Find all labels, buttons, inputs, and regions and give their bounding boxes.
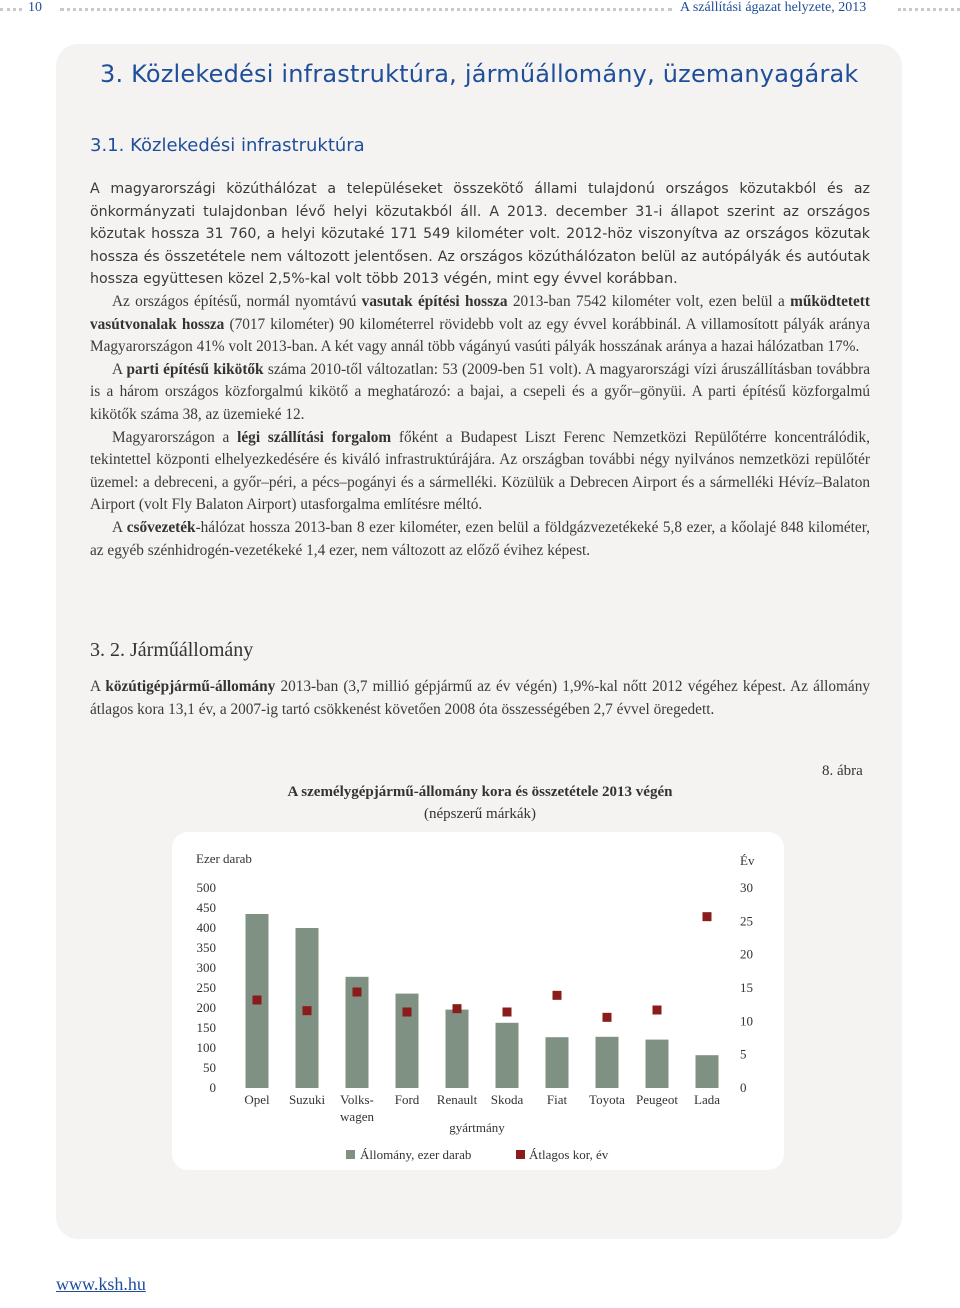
category-label: Opel <box>244 1092 270 1107</box>
age-marker-toyota <box>603 1013 612 1022</box>
bar-skoda <box>496 1023 519 1088</box>
category-label: Ford <box>394 1092 420 1107</box>
legend-label-age: Átlagos kor, év <box>529 1147 609 1162</box>
left-tick-label: 450 <box>196 900 216 915</box>
age-marker-skoda <box>503 1008 512 1017</box>
x-axis-label: gyártmány <box>449 1120 505 1135</box>
chart-container <box>172 832 784 1170</box>
category-label: Renault <box>436 1092 478 1107</box>
left-tick-label: 250 <box>196 980 216 995</box>
bar-renault <box>446 1010 469 1088</box>
bar-lada <box>696 1055 719 1088</box>
paragraph-rail: Az országos építésű, normál nyomtávú vasutak építési hossza 2013-ban 7542 kilométer volt, ezen belül a működtetett vasútvonalak hossza (7017 kilométer) 90 kilométerrel rövidebb volt az egy évvel korábbinál. A villamosított pályák aránya Magyarországon 41% volt 2013-ban. A két vagy annál több vágányú vasúti pályák hosszának aránya a hazai hálózatban 17%. <box>90 292 870 356</box>
right-axis-unit-label: Év <box>740 853 755 868</box>
left-tick-label: 100 <box>196 1040 216 1055</box>
left-tick-label: 350 <box>196 940 216 955</box>
chart-title: A személygépjármű-állomány kora és összetétele 2013 végén <box>287 784 673 800</box>
age-marker-renault <box>453 1004 462 1013</box>
age-marker-suzuki <box>303 1006 312 1015</box>
bar-peugeot <box>646 1040 669 1088</box>
header-dots-right <box>898 8 960 15</box>
age-marker-fiat <box>553 991 562 1000</box>
paragraph-roads: A magyarországi közúthálózat a településeket összekötő állami tulajdonú országos közutakból és az önkormányzati tulajdonban lévő helyi közutakból áll. A 2013. december 31-i állapot szerint az országos közutak hossza 31 760, a helyi közutaké 171 549 kilométer volt. 2012-höz viszonyítva az országos közutak hossza és összetétele nem változott jelentősen. Az országos közúthálózaton belül az autópályák és autóutak hossza együttesen közel 2,5%-kal volt több 2013 végén, mint egy évvel korábban. <box>90 181 870 288</box>
category-label: Peugeot <box>636 1092 678 1107</box>
header-dots-middle <box>60 8 672 15</box>
left-axis-unit-label: Ezer darab <box>196 851 252 866</box>
right-tick-label: 30 <box>740 880 753 895</box>
age-marker-volkswagen <box>353 988 362 997</box>
left-tick-label: 200 <box>196 1000 216 1015</box>
category-label: Toyota <box>589 1092 625 1107</box>
figure-label: 8. ábra <box>822 763 863 779</box>
left-tick-label: 500 <box>196 880 216 895</box>
legend-label-stock: Állomány, ezer darab <box>360 1147 472 1162</box>
section-title: 3. Közlekedési infrastruktúra, járműállomány, üzemanyagárak <box>100 60 859 88</box>
paragraph-vehicle-stock: A közútigépjármű-állomány 2013-ban (3,7 millió gépjármű az év végén) 1,9%-kal nőtt 2012 végéhez képest. Az állomány átlagos kora 13,1 év, a 2007-ig tartó csökkenést követően 2008 óta összességében 2,7 évvel öregedett. <box>90 678 871 718</box>
running-title: A szállítási ágazat helyzete, 2013 <box>680 0 867 15</box>
left-tick-label: 150 <box>196 1020 216 1035</box>
age-marker-opel <box>253 996 262 1005</box>
left-tick-label: 300 <box>196 960 216 975</box>
category-label: Skoda <box>490 1092 524 1107</box>
age-marker-lada <box>703 912 712 921</box>
bar-toyota <box>596 1037 619 1088</box>
age-marker-ford <box>403 1008 412 1017</box>
chart-subtitle: (népszerű márkák) <box>423 806 537 822</box>
footer-link[interactable]: www.ksh.hu <box>56 1274 146 1294</box>
category-label: Volks- <box>340 1092 374 1107</box>
subsection-title-vehicles: 3. 2. Járműállomány <box>90 639 254 661</box>
vehicles-text <box>90 676 870 721</box>
right-tick-label: 20 <box>740 946 753 962</box>
paragraph-ports: A parti építésű kikötők száma 2010-től változatlan: 53 (2009-ben 51 volt). A magyarországi vízi áruszállításban továbbra is a három országos közforgalmú kikötő a meghatározó: a bajai, a csepeli és a győr–gönyüi. A parti építésű közforgalmú kikötők száma 38, az üzemieké 12. <box>90 360 870 423</box>
category-label: Lada <box>694 1092 720 1107</box>
left-tick-label: 50 <box>203 1060 216 1075</box>
legend-swatch-age <box>516 1150 525 1159</box>
left-tick-label: 0 <box>209 1080 216 1095</box>
right-tick-label: 0 <box>740 1080 747 1095</box>
right-tick-label: 15 <box>740 980 753 995</box>
vehicle-age-chart <box>172 832 784 1170</box>
category-label-cont: wagen <box>340 1109 374 1124</box>
right-tick-label: 5 <box>740 1046 747 1062</box>
header-dots-left <box>0 8 22 15</box>
right-tick-label: 10 <box>740 1013 753 1029</box>
category-label: Fiat <box>546 1092 568 1107</box>
category-label: Suzuki <box>288 1092 326 1107</box>
infrastructure-text <box>90 178 870 562</box>
bar-fiat <box>546 1037 569 1088</box>
paragraph-pipeline: A csővezeték-hálózat hossza 2013-ban 8 ezer kilométer, ezen belül a földgázvezetékeké 5,8 ezer, a kőolajé 848 kilométer, az egyéb szénhidrogén-vezetékeké 1,4 ezer, nem változott az előző évihez képest. <box>90 518 870 559</box>
right-tick-label: 25 <box>740 913 753 929</box>
left-tick-label: 400 <box>196 920 216 935</box>
age-marker-peugeot <box>653 1006 662 1015</box>
page-number: 10 <box>28 0 42 15</box>
paragraph-air: Magyarországon a légi szállítási forgalom főként a Budapest Liszt Ferenc Nemzetközi Repülőtérre koncentrálódik, tekintettel központi elhelyezkedésére és kiváló infrastruktúrájára. Az országban további négy nyilvános nemzetközi repülőtér üzemel: a debreceni, a győr–péri, a pécs–pogányi és a sármelléki. Közülük a Debrecen Airport és a sármelléki Hévíz–Balaton Airport (volt Fly Balaton Airport) utasforgalma említésre méltó. <box>90 428 870 514</box>
subsection-title-infrastructure: 3.1. Közlekedési infrastruktúra <box>90 135 365 156</box>
legend-swatch-stock <box>346 1150 355 1159</box>
